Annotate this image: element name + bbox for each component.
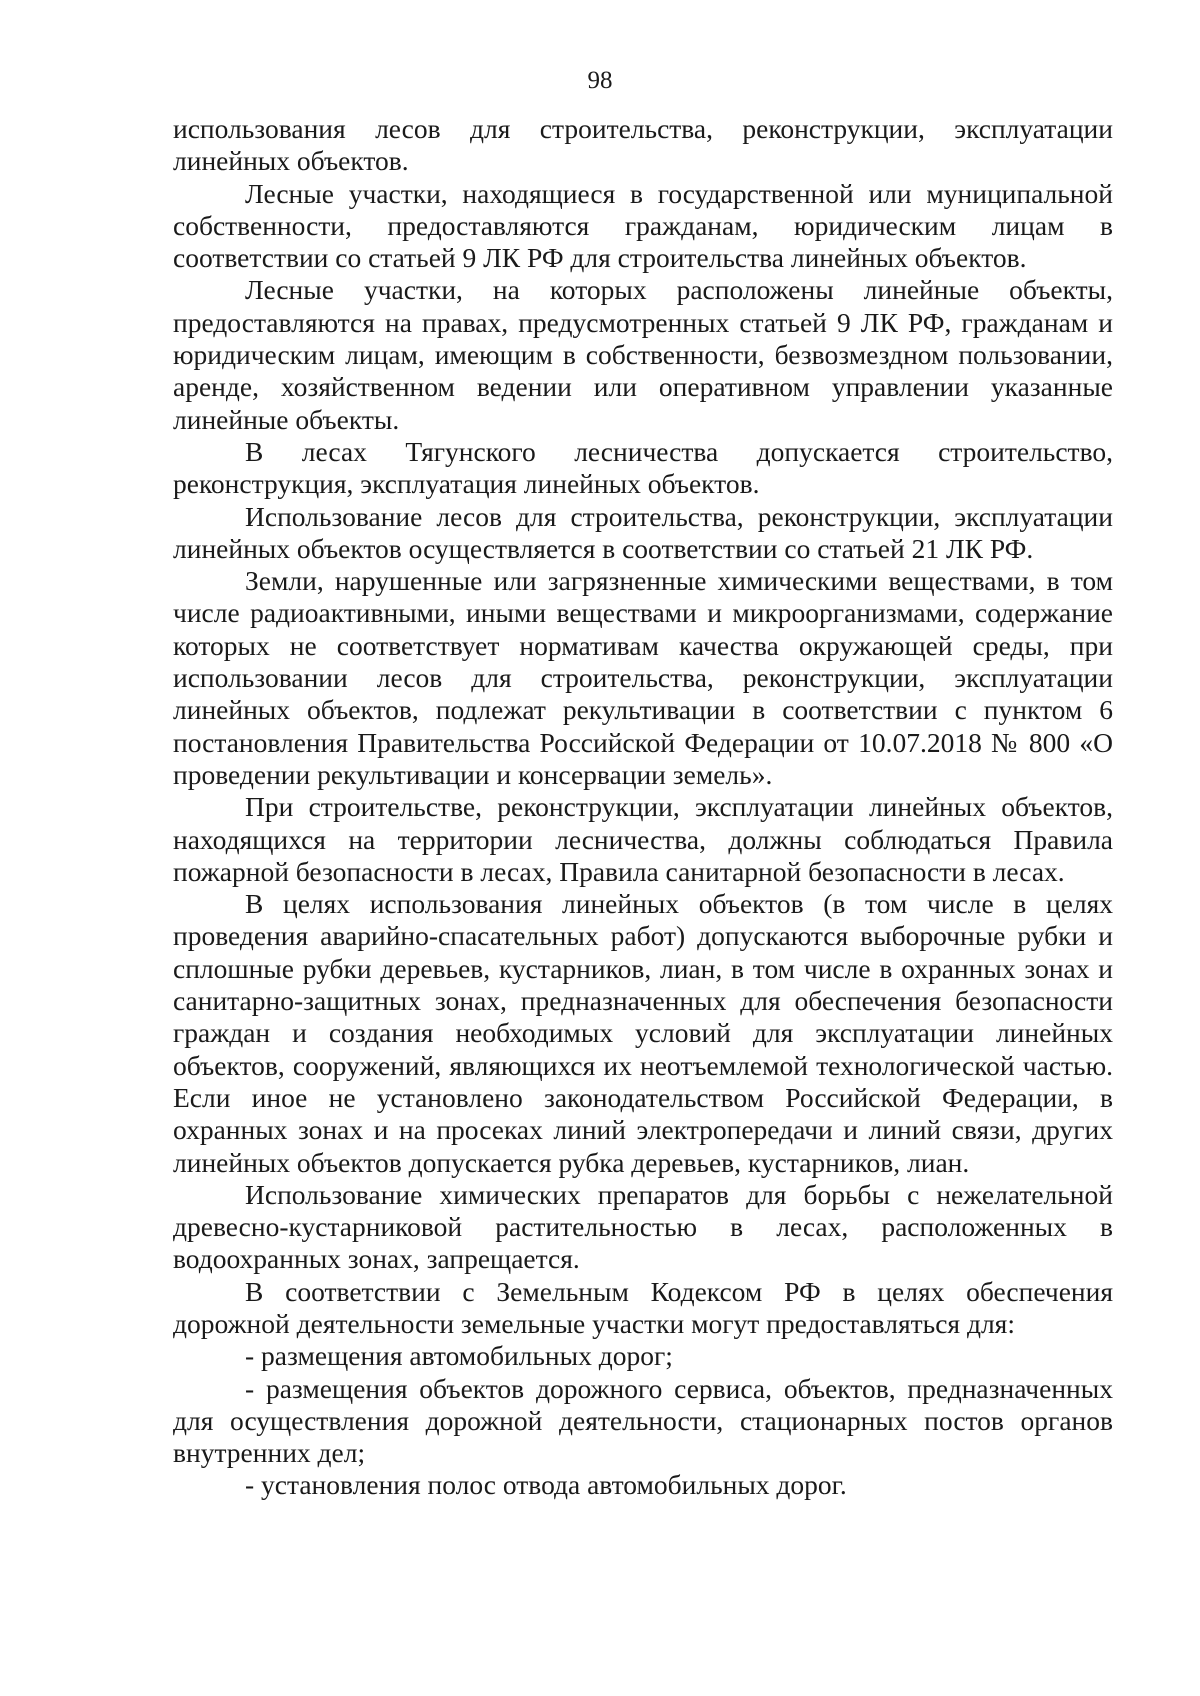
paragraph-continuation: использования лесов для строительства, реконструкции, эксплуатации линейных объектов. — [173, 113, 1113, 177]
paragraph-land-code: В соответствии с Земельным Кодексом РФ в целях обеспечения дорожной деятельности земельные участки могут предоставляться для: — [173, 1275, 1113, 1339]
page-number: 98 — [587, 67, 613, 94]
paragraph-safety-rules: При строительстве, реконструкции, эксплуатации линейных объектов, находящихся на территории лесничества, должны соблюдаться Правила пожарной безопасности в лесах, Правила санитарной безопасности в лесах. — [173, 791, 1113, 887]
paragraph-forest-plots-linear-objects: Лесные участки, на которых расположены линейные объекты, предоставляются на правах, предусмотренных статьей 9 ЛК РФ, гражданам и юридическим лицам, имеющим в собственности, безвозмездном пользовании, аренде, хозяйственном ведении или оперативном управлении указанные линейные объекты. — [173, 274, 1113, 435]
paragraph-forest-plots-ownership: Лесные участки, находящиеся в государственной или муниципальной собственности, предоставляются гражданам, юридическим лицам в соответствии со статьей 9 ЛК РФ для строительства линейных объектов. — [173, 177, 1113, 274]
paragraph-chemical-ban: Использование химических препаратов для борьбы с нежелательной древесно-кустарниковой растительностью в лесах, расположенных в водоохранных зонах, запрещается. — [173, 1178, 1113, 1275]
list-item-roads: - размещения автомобильных дорог; — [245, 1340, 673, 1372]
document-body — [173, 113, 1113, 1502]
paragraph-article-21: Использование лесов для строительства, реконструкции, эксплуатации линейных объектов осуществляется в соответствии со статьей 21 ЛК РФ. — [173, 500, 1113, 564]
list-item-right-of-way: - установления полос отвода автомобильных дорог. — [245, 1469, 847, 1501]
paragraph-felling-rules: В целях использования линейных объектов (в том числе в целях проведения аварийно-спасательных работ) допускаются выборочные рубки и сплошные рубки деревьев, кустарников, лиан, в том числе в охранных зонах и санитарно-защитных зонах, предназначенных для обеспечения безопасности граждан и создания необходимых условий для эксплуатации линейных объектов, сооружений, являющихся их неотъемлемой технологической частью. Если иное не установлено законодательством Российской Федерации, в охранных зонах и на просеках линий электропередачи и линий связи, других линейных объектов допускается рубка деревьев, кустарников, лиан. — [173, 888, 1113, 1178]
paragraph-land-recultivation: Земли, нарушенные или загрязненные химическими веществами, в том числе радиоактивными, иными веществами и микроорганизмами, содержание которых не соответствует нормативам качества окружающей среды, при использовании лесов для строительства, реконструкции, эксплуатации линейных объектов, подлежат рекультивации в соответствии с пунктом 6 постановления Правительства Российской Федерации от 10.07.2018 № 800 «О проведении рекультивации и консервации земель». — [173, 565, 1113, 790]
list-item-road-service: - размещения объектов дорожного сервиса, объектов, предназначенных для осуществления дорожной деятельности, стационарных постов органов внутренних дел; — [173, 1372, 1113, 1469]
paragraph-tyagun-forestry: В лесах Тягунского лесничества допускается строительство, реконструкция, эксплуатация линейных объектов. — [173, 435, 1113, 500]
